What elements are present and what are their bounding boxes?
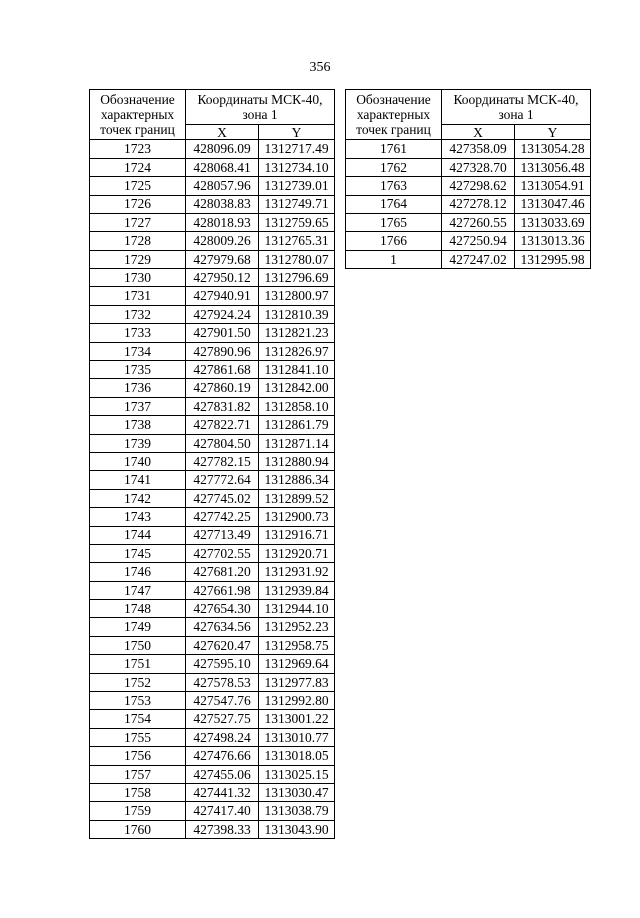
point-id-cell: 1757 (90, 765, 186, 783)
x-coordinate-cell: 427924.24 (186, 305, 259, 323)
x-coordinate-cell: 427278.12 (442, 195, 515, 213)
x-coordinate-cell: 427527.75 (186, 710, 259, 728)
table-row (90, 710, 335, 728)
y-coordinate-cell: 1313054.91 (515, 177, 591, 195)
table-row (346, 177, 591, 195)
table-row (90, 287, 335, 305)
x-coordinate-cell: 427358.09 (442, 140, 515, 158)
x-coordinate-cell: 427702.55 (186, 544, 259, 562)
x-coordinate-cell: 427661.98 (186, 581, 259, 599)
point-id-cell: 1733 (90, 324, 186, 342)
point-id-cell: 1750 (90, 636, 186, 654)
point-id-cell: 1751 (90, 655, 186, 673)
coordinates-table-left (89, 89, 335, 839)
table-row (90, 342, 335, 360)
point-id-cell: 1756 (90, 747, 186, 765)
point-id-cell: 1743 (90, 508, 186, 526)
table-row (90, 250, 335, 268)
header-label-line2: характерных (100, 107, 175, 123)
x-coordinate-cell: 427782.15 (186, 452, 259, 470)
header-group-line1: Координаты МСК-40, (197, 92, 323, 108)
x-coordinate-cell: 427745.02 (186, 489, 259, 507)
point-id-cell: 1728 (90, 232, 186, 250)
header-label-line2: характерных (356, 107, 431, 123)
point-id-cell: 1752 (90, 673, 186, 691)
point-id-cell: 1753 (90, 692, 186, 710)
table-row (90, 140, 335, 158)
table-row (346, 250, 591, 268)
point-id-cell: 1754 (90, 710, 186, 728)
y-coordinate-cell: 1313013.36 (515, 232, 591, 250)
header-group-line1: Координаты МСК-40, (453, 92, 579, 108)
y-coordinate-cell: 1313038.79 (259, 802, 335, 820)
y-coordinate-cell: 1312916.71 (259, 526, 335, 544)
y-coordinate-cell: 1312977.83 (259, 673, 335, 691)
point-id-cell: 1747 (90, 581, 186, 599)
y-coordinate-cell: 1312759.65 (259, 213, 335, 231)
x-coordinate-cell: 427578.53 (186, 673, 259, 691)
y-coordinate-cell: 1312842.00 (259, 379, 335, 397)
header-group-line2: зона 1 (498, 107, 534, 123)
table-row (90, 232, 335, 250)
y-coordinate-cell: 1313001.22 (259, 710, 335, 728)
table-row (90, 158, 335, 176)
x-coordinate-cell: 427455.06 (186, 765, 259, 783)
y-coordinate-cell: 1312920.71 (259, 544, 335, 562)
point-id-cell: 1761 (346, 140, 442, 158)
x-coordinate-cell: 427940.91 (186, 287, 259, 305)
table-row (346, 140, 591, 158)
point-id-cell: 1737 (90, 397, 186, 415)
y-coordinate-cell: 1312880.94 (259, 452, 335, 470)
table-row (90, 600, 335, 618)
x-coordinate-cell: 427398.33 (186, 820, 259, 838)
table-row (90, 765, 335, 783)
table-row (346, 195, 591, 213)
y-coordinate-cell: 1313025.15 (259, 765, 335, 783)
table-row (90, 434, 335, 452)
y-coordinate-cell: 1312939.84 (259, 581, 335, 599)
table-row (90, 508, 335, 526)
x-coordinate-cell: 427654.30 (186, 600, 259, 618)
x-coordinate-cell: 427298.62 (442, 177, 515, 195)
y-coordinate-cell: 1312944.10 (259, 600, 335, 618)
y-coordinate-cell: 1312717.49 (259, 140, 335, 158)
column-x-header: X (442, 125, 515, 140)
table-row (90, 489, 335, 507)
table-row (90, 471, 335, 489)
x-coordinate-cell: 428057.96 (186, 177, 259, 195)
x-coordinate-cell: 427476.66 (186, 747, 259, 765)
point-id-cell: 1762 (346, 158, 442, 176)
point-id-cell: 1744 (90, 526, 186, 544)
x-coordinate-cell: 428068.41 (186, 158, 259, 176)
x-coordinate-cell: 427250.94 (442, 232, 515, 250)
y-coordinate-cell: 1312796.69 (259, 269, 335, 287)
table-row (90, 195, 335, 213)
table-row (90, 802, 335, 820)
y-coordinate-cell: 1312952.23 (259, 618, 335, 636)
table-row (346, 232, 591, 250)
coordinates-table-left-body (90, 140, 335, 839)
x-coordinate-cell: 427634.56 (186, 618, 259, 636)
y-coordinate-cell: 1313018.05 (259, 747, 335, 765)
y-coordinate-cell: 1312969.64 (259, 655, 335, 673)
table-row (90, 692, 335, 710)
x-coordinate-cell: 427498.24 (186, 728, 259, 746)
point-id-cell: 1 (346, 250, 442, 268)
point-designation-header (346, 90, 442, 140)
point-id-cell: 1725 (90, 177, 186, 195)
y-coordinate-cell: 1313033.69 (515, 213, 591, 231)
point-id-cell: 1760 (90, 820, 186, 838)
table-row (90, 618, 335, 636)
point-id-cell: 1724 (90, 158, 186, 176)
table-row (90, 544, 335, 562)
x-coordinate-cell: 427831.82 (186, 397, 259, 415)
x-coordinate-cell: 427441.32 (186, 784, 259, 802)
x-coordinate-cell: 427890.96 (186, 342, 259, 360)
y-coordinate-cell: 1313043.90 (259, 820, 335, 838)
y-coordinate-cell: 1313030.47 (259, 784, 335, 802)
header-label-line3: точек границ (356, 122, 431, 138)
point-id-cell: 1746 (90, 563, 186, 581)
point-id-cell: 1736 (90, 379, 186, 397)
coordinates-table-right (345, 89, 591, 269)
point-id-cell: 1740 (90, 452, 186, 470)
table-row (90, 177, 335, 195)
y-coordinate-cell: 1312899.52 (259, 489, 335, 507)
point-id-cell: 1727 (90, 213, 186, 231)
x-coordinate-cell: 427822.71 (186, 416, 259, 434)
point-id-cell: 1739 (90, 434, 186, 452)
x-coordinate-cell: 427901.50 (186, 324, 259, 342)
point-id-cell: 1765 (346, 213, 442, 231)
y-coordinate-cell: 1313054.28 (515, 140, 591, 158)
x-coordinate-cell: 428096.09 (186, 140, 259, 158)
point-id-cell: 1764 (346, 195, 442, 213)
table-row (90, 397, 335, 415)
point-id-cell: 1732 (90, 305, 186, 323)
column-x-header: X (186, 125, 259, 140)
point-id-cell: 1723 (90, 140, 186, 158)
x-coordinate-cell: 427595.10 (186, 655, 259, 673)
y-coordinate-cell: 1312821.23 (259, 324, 335, 342)
point-id-cell: 1749 (90, 618, 186, 636)
y-coordinate-cell: 1312734.10 (259, 158, 335, 176)
y-coordinate-cell: 1312841.10 (259, 361, 335, 379)
x-coordinate-cell: 427260.55 (442, 213, 515, 231)
table-row (90, 213, 335, 231)
y-coordinate-cell: 1312780.07 (259, 250, 335, 268)
table-row (90, 636, 335, 654)
y-coordinate-cell: 1312871.14 (259, 434, 335, 452)
table-row (90, 526, 335, 544)
y-coordinate-cell: 1312739.01 (259, 177, 335, 195)
point-id-cell: 1742 (90, 489, 186, 507)
point-id-cell: 1755 (90, 728, 186, 746)
point-id-cell: 1759 (90, 802, 186, 820)
point-id-cell: 1748 (90, 600, 186, 618)
table-row (90, 581, 335, 599)
x-coordinate-cell: 427860.19 (186, 379, 259, 397)
header-label-line1: Обозначение (356, 92, 431, 107)
x-coordinate-cell: 427328.70 (442, 158, 515, 176)
point-id-cell: 1766 (346, 232, 442, 250)
y-coordinate-cell: 1312800.97 (259, 287, 335, 305)
x-coordinate-cell: 427681.20 (186, 563, 259, 581)
x-coordinate-cell: 427979.68 (186, 250, 259, 268)
table-row (90, 416, 335, 434)
page-number: 356 (309, 60, 331, 75)
table-row (90, 728, 335, 746)
table-row (90, 820, 335, 838)
y-coordinate-cell: 1312861.79 (259, 416, 335, 434)
table-row (90, 784, 335, 802)
y-coordinate-cell: 1312900.73 (259, 508, 335, 526)
x-coordinate-cell: 428038.83 (186, 195, 259, 213)
table-row (90, 269, 335, 287)
point-id-cell: 1734 (90, 342, 186, 360)
x-coordinate-cell: 427950.12 (186, 269, 259, 287)
point-id-cell: 1726 (90, 195, 186, 213)
point-id-cell: 1758 (90, 784, 186, 802)
table-row (90, 452, 335, 470)
point-id-cell: 1763 (346, 177, 442, 195)
coordinates-group-header (186, 90, 335, 125)
table-row (90, 747, 335, 765)
y-coordinate-cell: 1312765.31 (259, 232, 335, 250)
coordinates-table-right-body (346, 140, 591, 269)
x-coordinate-cell: 427547.76 (186, 692, 259, 710)
x-coordinate-cell: 428018.93 (186, 213, 259, 231)
point-id-cell: 1745 (90, 544, 186, 562)
x-coordinate-cell: 427861.68 (186, 361, 259, 379)
y-coordinate-cell: 1312995.98 (515, 250, 591, 268)
y-coordinate-cell: 1312886.34 (259, 471, 335, 489)
y-coordinate-cell: 1312992.80 (259, 692, 335, 710)
coordinates-group-header (442, 90, 591, 125)
y-coordinate-cell: 1313056.48 (515, 158, 591, 176)
point-id-cell: 1741 (90, 471, 186, 489)
y-coordinate-cell: 1313010.77 (259, 728, 335, 746)
y-coordinate-cell: 1312858.10 (259, 397, 335, 415)
y-coordinate-cell: 1312749.71 (259, 195, 335, 213)
table-row (346, 158, 591, 176)
x-coordinate-cell: 427620.47 (186, 636, 259, 654)
table-row (90, 379, 335, 397)
table-row (90, 361, 335, 379)
point-id-cell: 1729 (90, 250, 186, 268)
y-coordinate-cell: 1312958.75 (259, 636, 335, 654)
point-designation-header (90, 90, 186, 140)
x-coordinate-cell: 427772.64 (186, 471, 259, 489)
y-coordinate-cell: 1313047.46 (515, 195, 591, 213)
x-coordinate-cell: 427417.40 (186, 802, 259, 820)
point-id-cell: 1731 (90, 287, 186, 305)
header-group-line2: зона 1 (242, 107, 278, 123)
point-id-cell: 1738 (90, 416, 186, 434)
table-row (90, 655, 335, 673)
x-coordinate-cell: 427713.49 (186, 526, 259, 544)
y-coordinate-cell: 1312826.97 (259, 342, 335, 360)
x-coordinate-cell: 427247.02 (442, 250, 515, 268)
table-row (90, 673, 335, 691)
header-label-line1: Обозначение (100, 92, 175, 107)
column-y-header: Y (259, 125, 335, 140)
header-label-line3: точек границ (100, 122, 175, 138)
x-coordinate-cell: 427804.50 (186, 434, 259, 452)
table-row (90, 305, 335, 323)
y-coordinate-cell: 1312810.39 (259, 305, 335, 323)
table-row (90, 324, 335, 342)
column-y-header: Y (515, 125, 591, 140)
point-id-cell: 1730 (90, 269, 186, 287)
x-coordinate-cell: 428009.26 (186, 232, 259, 250)
table-row (346, 213, 591, 231)
x-coordinate-cell: 427742.25 (186, 508, 259, 526)
point-id-cell: 1735 (90, 361, 186, 379)
table-row (90, 563, 335, 581)
y-coordinate-cell: 1312931.92 (259, 563, 335, 581)
